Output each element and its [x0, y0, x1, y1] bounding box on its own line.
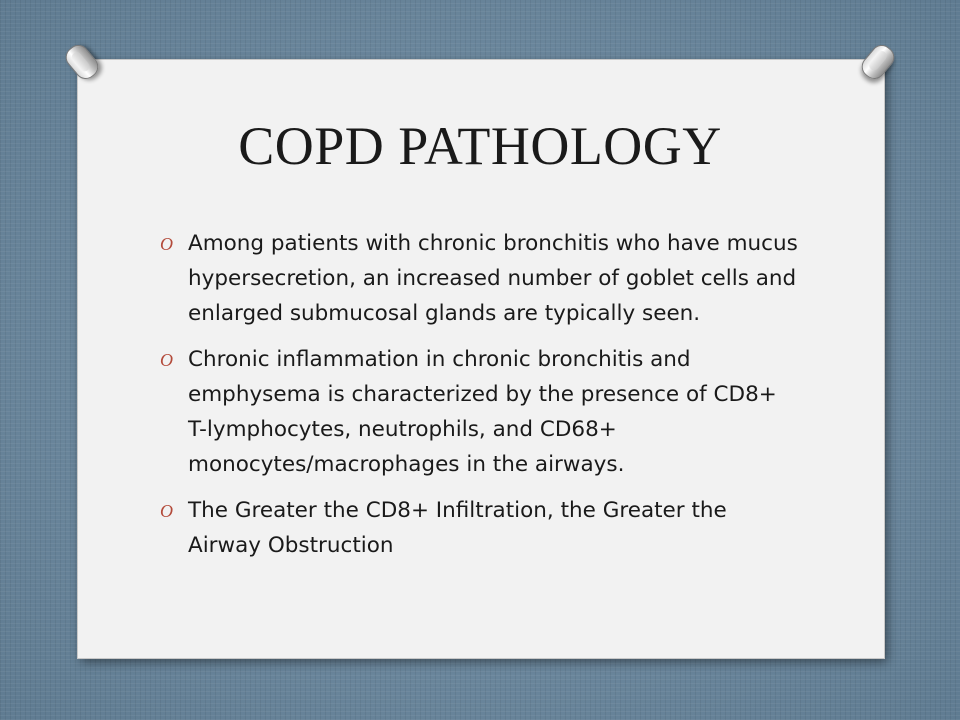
slide-title: COPD PATHOLOGY [238, 116, 722, 176]
bullet-marker-icon: O [160, 234, 173, 254]
bullet-marker-icon: O [160, 501, 173, 521]
bullet-text: The Greater the CD8+ Infiltration, the Greater the Airway Obstruction [188, 498, 727, 558]
bullet-text: Chronic inflammation in chronic bronchitis and emphysema is characterized by the presence of CD8+ T-lymphocytes, neutrophils, and CD68+ monocytes/macrophages in the airways. [188, 347, 777, 477]
bullet-text: Among patients with chronic bronchitis who have mucus hypersecretion, an increased number of goblet cells and enlarged submucosal glands are typically seen. [188, 231, 798, 326]
bullet-marker-icon: O [160, 350, 173, 370]
bullet-list [160, 226, 800, 574]
bullet-item [160, 493, 800, 563]
bullet-item [160, 342, 800, 482]
bullet-item [160, 226, 800, 331]
